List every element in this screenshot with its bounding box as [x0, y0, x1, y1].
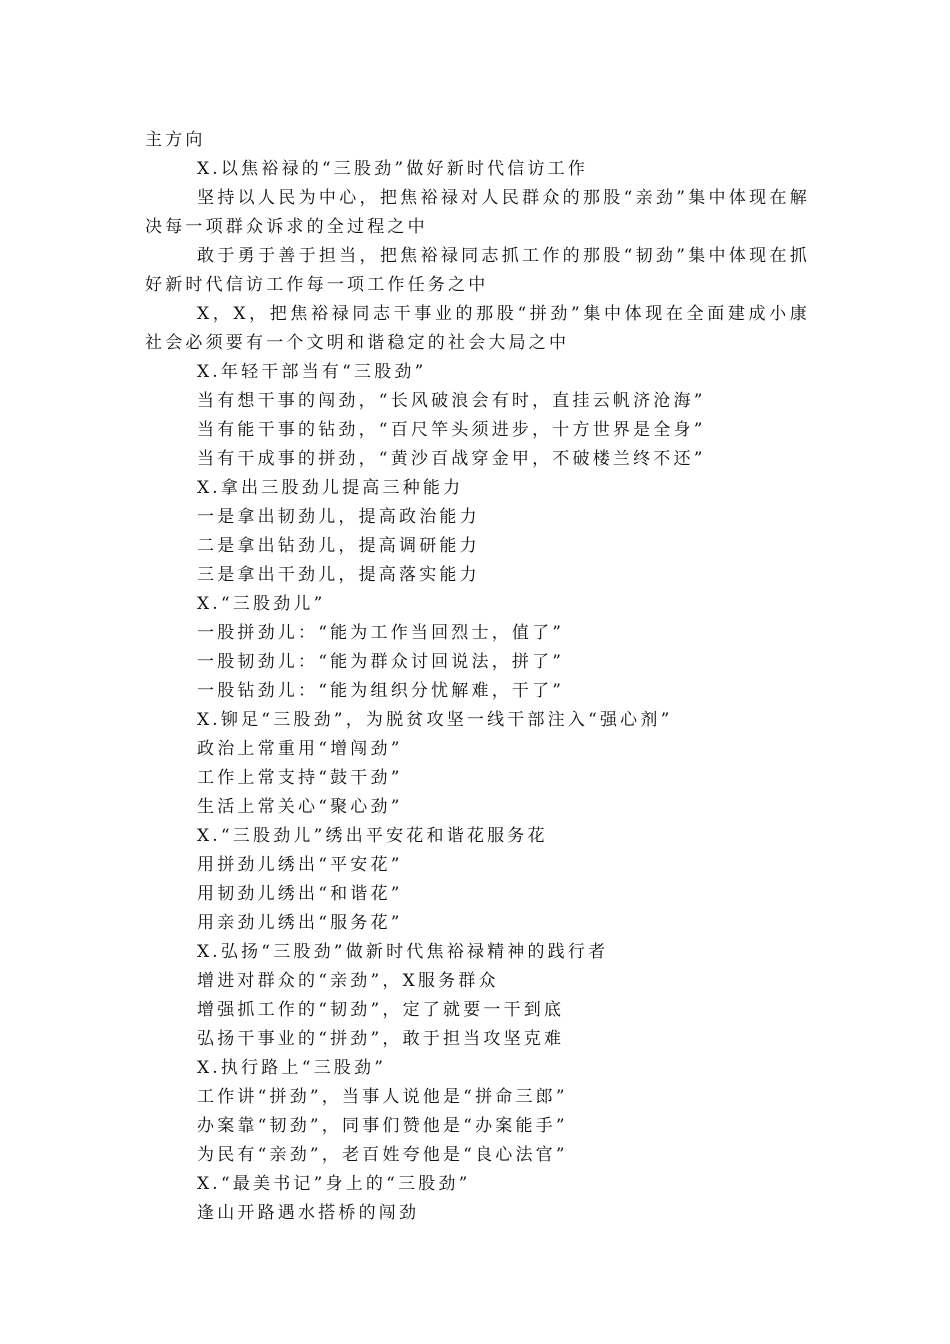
section-heading: X.铆足“三股劲”，为脱贫攻坚一线干部注入“强心剂”: [197, 710, 673, 730]
list-line: 一股钻劲儿：“能为组织分忧解难，干了”: [197, 681, 565, 701]
list-line: 用拼劲儿绣出“平安花”: [197, 855, 403, 875]
list-line: 一是拿出韧劲儿，提高政治能力: [197, 507, 480, 527]
section-heading: X.执行路上“三股劲”: [197, 1058, 387, 1078]
list-line: 为民有“亲劲”，老百姓夸他是“良心法官”: [197, 1145, 568, 1165]
list-line: 一股韧劲儿：“能为群众讨回说法，拼了”: [197, 652, 565, 672]
list-line: 三是拿出干劲儿，提高落实能力: [197, 565, 480, 585]
section-heading: X.以焦裕禄的“三股劲”做好新时代信访工作: [197, 159, 589, 179]
list-line: 办案靠“韧劲”，同事们赞他是“办案能手”: [197, 1116, 568, 1136]
list-line: 用韧劲儿绣出“和谐花”: [197, 884, 403, 904]
body-paragraph: X，X，把焦裕禄同志干事业的那股“拼劲”集中体现在全面建成小康社会必须要有一个文明和谐稳定的社会大局之中: [145, 304, 810, 353]
list-line: 政治上常重用“增闯劲”: [197, 739, 403, 759]
continued-line: 主方向: [145, 130, 206, 150]
list-line: 逢山开路遇水搭桥的闯劲: [197, 1203, 420, 1223]
section-heading: X.年轻干部当有“三股劲”: [197, 362, 427, 382]
list-line: 当有能干事的钻劲，“百尺竿头须进步，十方世界是全身”: [197, 420, 706, 440]
section-heading: X.“最美书记”身上的“三股劲”: [197, 1174, 471, 1194]
list-line: 当有干成事的拼劲，“黄沙百战穿金甲，不破楼兰终不还”: [197, 449, 706, 469]
section-heading: X.“三股劲儿”绣出平安花和谐花服务花: [197, 826, 548, 846]
body-paragraph: 坚持以人民为中心，把焦裕禄对人民群众的那股“亲劲”集中体现在解决每一项群众诉求的全过程之中: [145, 188, 810, 237]
list-line: 增进对群众的“亲劲”，X服务群众: [197, 971, 499, 991]
body-paragraph: 敢于勇于善于担当，把焦裕禄同志抓工作的那股“韧劲”集中体现在抓好新时代信访工作每一项工作任务之中: [145, 246, 810, 295]
list-line: 工作上常支持“鼓干劲”: [197, 768, 403, 788]
document-lines: [145, 155, 810, 1228]
section-heading: X.“三股劲儿”: [197, 594, 326, 614]
section-heading: X.拿出三股劲儿提高三种能力: [197, 478, 464, 498]
list-line: 用亲劲儿绣出“服务花”: [197, 913, 403, 933]
list-line: 一股拼劲儿：“能为工作当回烈士，值了”: [197, 623, 565, 643]
document-body: [145, 126, 810, 1228]
section-heading: X.弘扬“三股劲”做新时代焦裕禄精神的践行者: [197, 942, 609, 962]
list-line: 弘扬干事业的“拼劲”，敢于担当攻坚克难: [197, 1029, 565, 1049]
list-line: 增强抓工作的“韧劲”，定了就要一干到底: [197, 1000, 565, 1020]
list-line: 工作讲“拼劲”，当事人说他是“拼命三郎”: [197, 1087, 568, 1107]
list-line: 当有想干事的闯劲，“长风破浪会有时，直挂云帆济沧海”: [197, 391, 706, 411]
list-line: 生活上常关心“聚心劲”: [197, 797, 403, 817]
list-line: 二是拿出钻劲儿，提高调研能力: [197, 536, 480, 556]
